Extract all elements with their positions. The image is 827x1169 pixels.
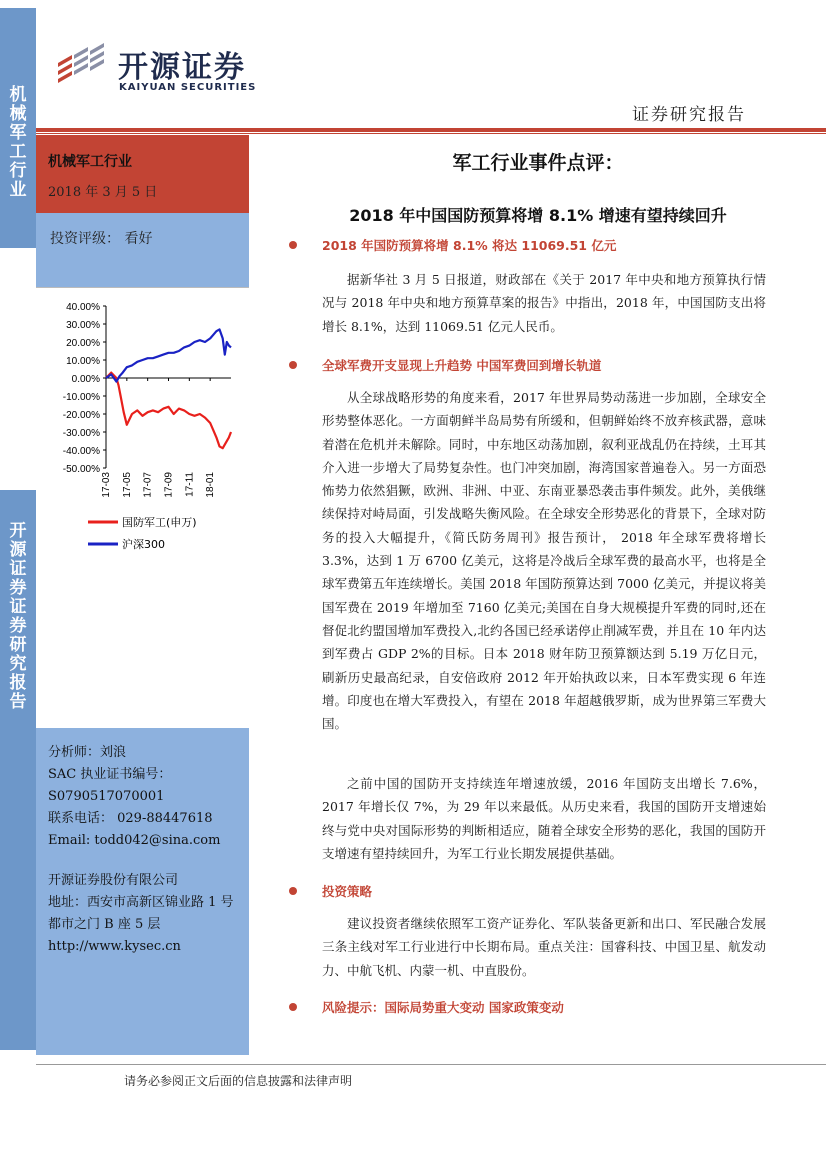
bullet-icon: [289, 361, 297, 369]
page-subtitle: 2018 年中国国防预算将增 8.1% 增速有望持续回升: [349, 206, 727, 225]
footer-disclaimer: 请务必参阅正文后面的信息披露和法律声明: [124, 1074, 353, 1088]
report-date: 2018 年 3 月 5 日: [48, 185, 158, 200]
bullet-icon: [289, 1003, 297, 1011]
footer-rule: [36, 1064, 826, 1065]
x-tick-label: 17-07: [142, 472, 154, 498]
x-tick-label: 17-09: [163, 472, 175, 498]
legend-label: 国防军工(申万): [122, 516, 197, 529]
series-line: [106, 373, 231, 449]
y-tick-label: -30.00%: [62, 428, 100, 439]
logo-text-en: KAIYUAN SECURITIES: [119, 82, 257, 93]
left-strip: [0, 0, 36, 1169]
series-line: [106, 329, 231, 381]
section-heading-risk: 风险提示：国际局势重大变动 国家政策变动: [322, 1000, 564, 1015]
y-tick-label: -40.00%: [62, 446, 100, 457]
header-rule: [36, 128, 826, 132]
page-title: 军工行业事件点评：: [452, 152, 624, 174]
sidebar-header: [36, 135, 249, 213]
y-tick-label: 10.00%: [66, 356, 100, 367]
y-tick-label: -50.00%: [62, 464, 100, 475]
bullet-icon: [289, 887, 297, 895]
analyst-line: S0790517070001: [48, 789, 165, 804]
investment-rating: 投资评级： 看好: [50, 231, 153, 247]
analyst-email[interactable]: Email: todd042@sina.com: [48, 833, 221, 848]
y-tick-label: -10.00%: [62, 392, 100, 403]
logo-text-cn: 开源证券: [118, 50, 246, 85]
chart-panel: [36, 287, 249, 728]
analyst-line: SAC 执业证书编号：: [48, 767, 172, 782]
y-tick-label: 40.00%: [66, 302, 100, 313]
company-info: [48, 870, 234, 958]
y-tick-label: 20.00%: [66, 338, 100, 349]
kaiyuan-logo-icon: [54, 43, 112, 89]
company-line: 开源证券股份有限公司: [48, 873, 179, 888]
company-website-link[interactable]: http://www.kysec.cn: [48, 939, 181, 954]
industry-label: 机械军工行业: [48, 154, 132, 170]
performance-chart: [36, 288, 249, 728]
company-line: 地址：西安市高新区锦业路 1 号: [48, 895, 234, 910]
analyst-line: 联系电话： 029-88447618: [48, 811, 213, 826]
section-paragraph: 之前中国的国防开支持续连年增速放缓，2016 年国防支出增长 7.6%，2017 年增长仅 7%，为 29 年以来最低。从历史来看，我国的国防开支增速始终与党中央对国际形势的判断相适应，随着全球安全形势的恶化，我国的国防开支增速有望持续回升，为军工行业长期发展提供基础。: [322, 776, 766, 861]
section-heading: 投资策略: [322, 884, 373, 899]
section-paragraph: 据新华社 3 月 5 日报道，财政部在《关于 2017 年中央和地方预算执行情况与 2018 年中央和地方预算草案的报告》中指出，2018 年，中国国防支出将增长 8.1%，达到 11069.51 亿元人民币。: [322, 272, 766, 334]
section-heading: 全球军费开支显现上升趋势 中国军费回到增长轨道: [322, 358, 602, 373]
company-line: 都市之门 B 座 5 层: [48, 917, 161, 932]
y-tick-label: -20.00%: [62, 410, 100, 421]
report-type: 证券研究报告: [632, 105, 746, 125]
x-tick-label: 18-01: [205, 472, 217, 498]
vertical-tab-company: 开源证券 证券研究报告: [9, 521, 27, 712]
x-tick-label: 17-11: [184, 472, 196, 497]
x-tick-label: 17-05: [121, 472, 133, 498]
legend-label: 沪深300: [122, 538, 165, 551]
analyst-info: [48, 742, 220, 852]
vertical-tab-industry: 机械军工行业: [9, 85, 27, 200]
y-tick-label: 0.00%: [71, 374, 100, 385]
section-paragraph: 建议投资者继续依照军工资产证券化、军队装备更新和出口、军民融合发展三条主线对军工行业进行中长期布局。重点关注：国睿科技、中国卫星、航发动力、中航飞机、内蒙一机、中直股份。: [322, 916, 766, 978]
y-tick-label: 30.00%: [66, 320, 100, 331]
bullet-icon: [289, 241, 297, 249]
analyst-line: 分析师：刘浪: [48, 745, 127, 760]
section-paragraph: 从全球战略形势的角度来看，2017 年世界局势动荡进一步加剧，全球安全形势整体恶化。一方面朝鲜半岛局势有所缓和，但朝鲜始终不放弃核武器，意味着潜在危机并未解除。同时，中东地区动荡加剧，叙利亚战乱仍在持续，土耳其介入进一步增大了局势复杂性。也门冲突加剧，海湾国家普遍卷入。另一方面恐怖势力依然猖獗，欧洲、非洲、中亚、东南亚暴恐袭击事件频发。此外，美俄继续保持对峙局面，引发战略失衡风险。在全球安全形势恶化的背景下，全球对防务的投入大幅提升，《简氏防务周刊》报告预计， 2018 年全球军费将增长 3.3%，达到 1 万 6700 亿美元，这将是冷战后全球军费的最高水平，也将是全球军费第五年连续增长。美国 2018 年国防预算达到 7000 亿美元，并提议将美国军费在 2019 年增加至 7160 亿美元;美国在自身大规模提升军费的同时,还在督促北约盟国增加军费投入,北约各国已经承诺停止削减军费，并且在 10 年内达到军费占 GDP 2%的目标。日本 2018 财年防卫预算额达到 5.19 万亿日元，刷新历史最高纪录，自安倍政府 2012 年开始执政以来，日本军费实现 6 年连增。印度也在增大军费投入，有望在 2018 年超越俄罗斯，成为世界第三军费大国。: [322, 390, 766, 732]
x-tick-label: 17-03: [101, 472, 112, 498]
section-heading: 2018 年国防预算将增 8.1% 将达 11069.51 亿元: [322, 238, 617, 253]
header-rule-thin: [36, 133, 826, 134]
